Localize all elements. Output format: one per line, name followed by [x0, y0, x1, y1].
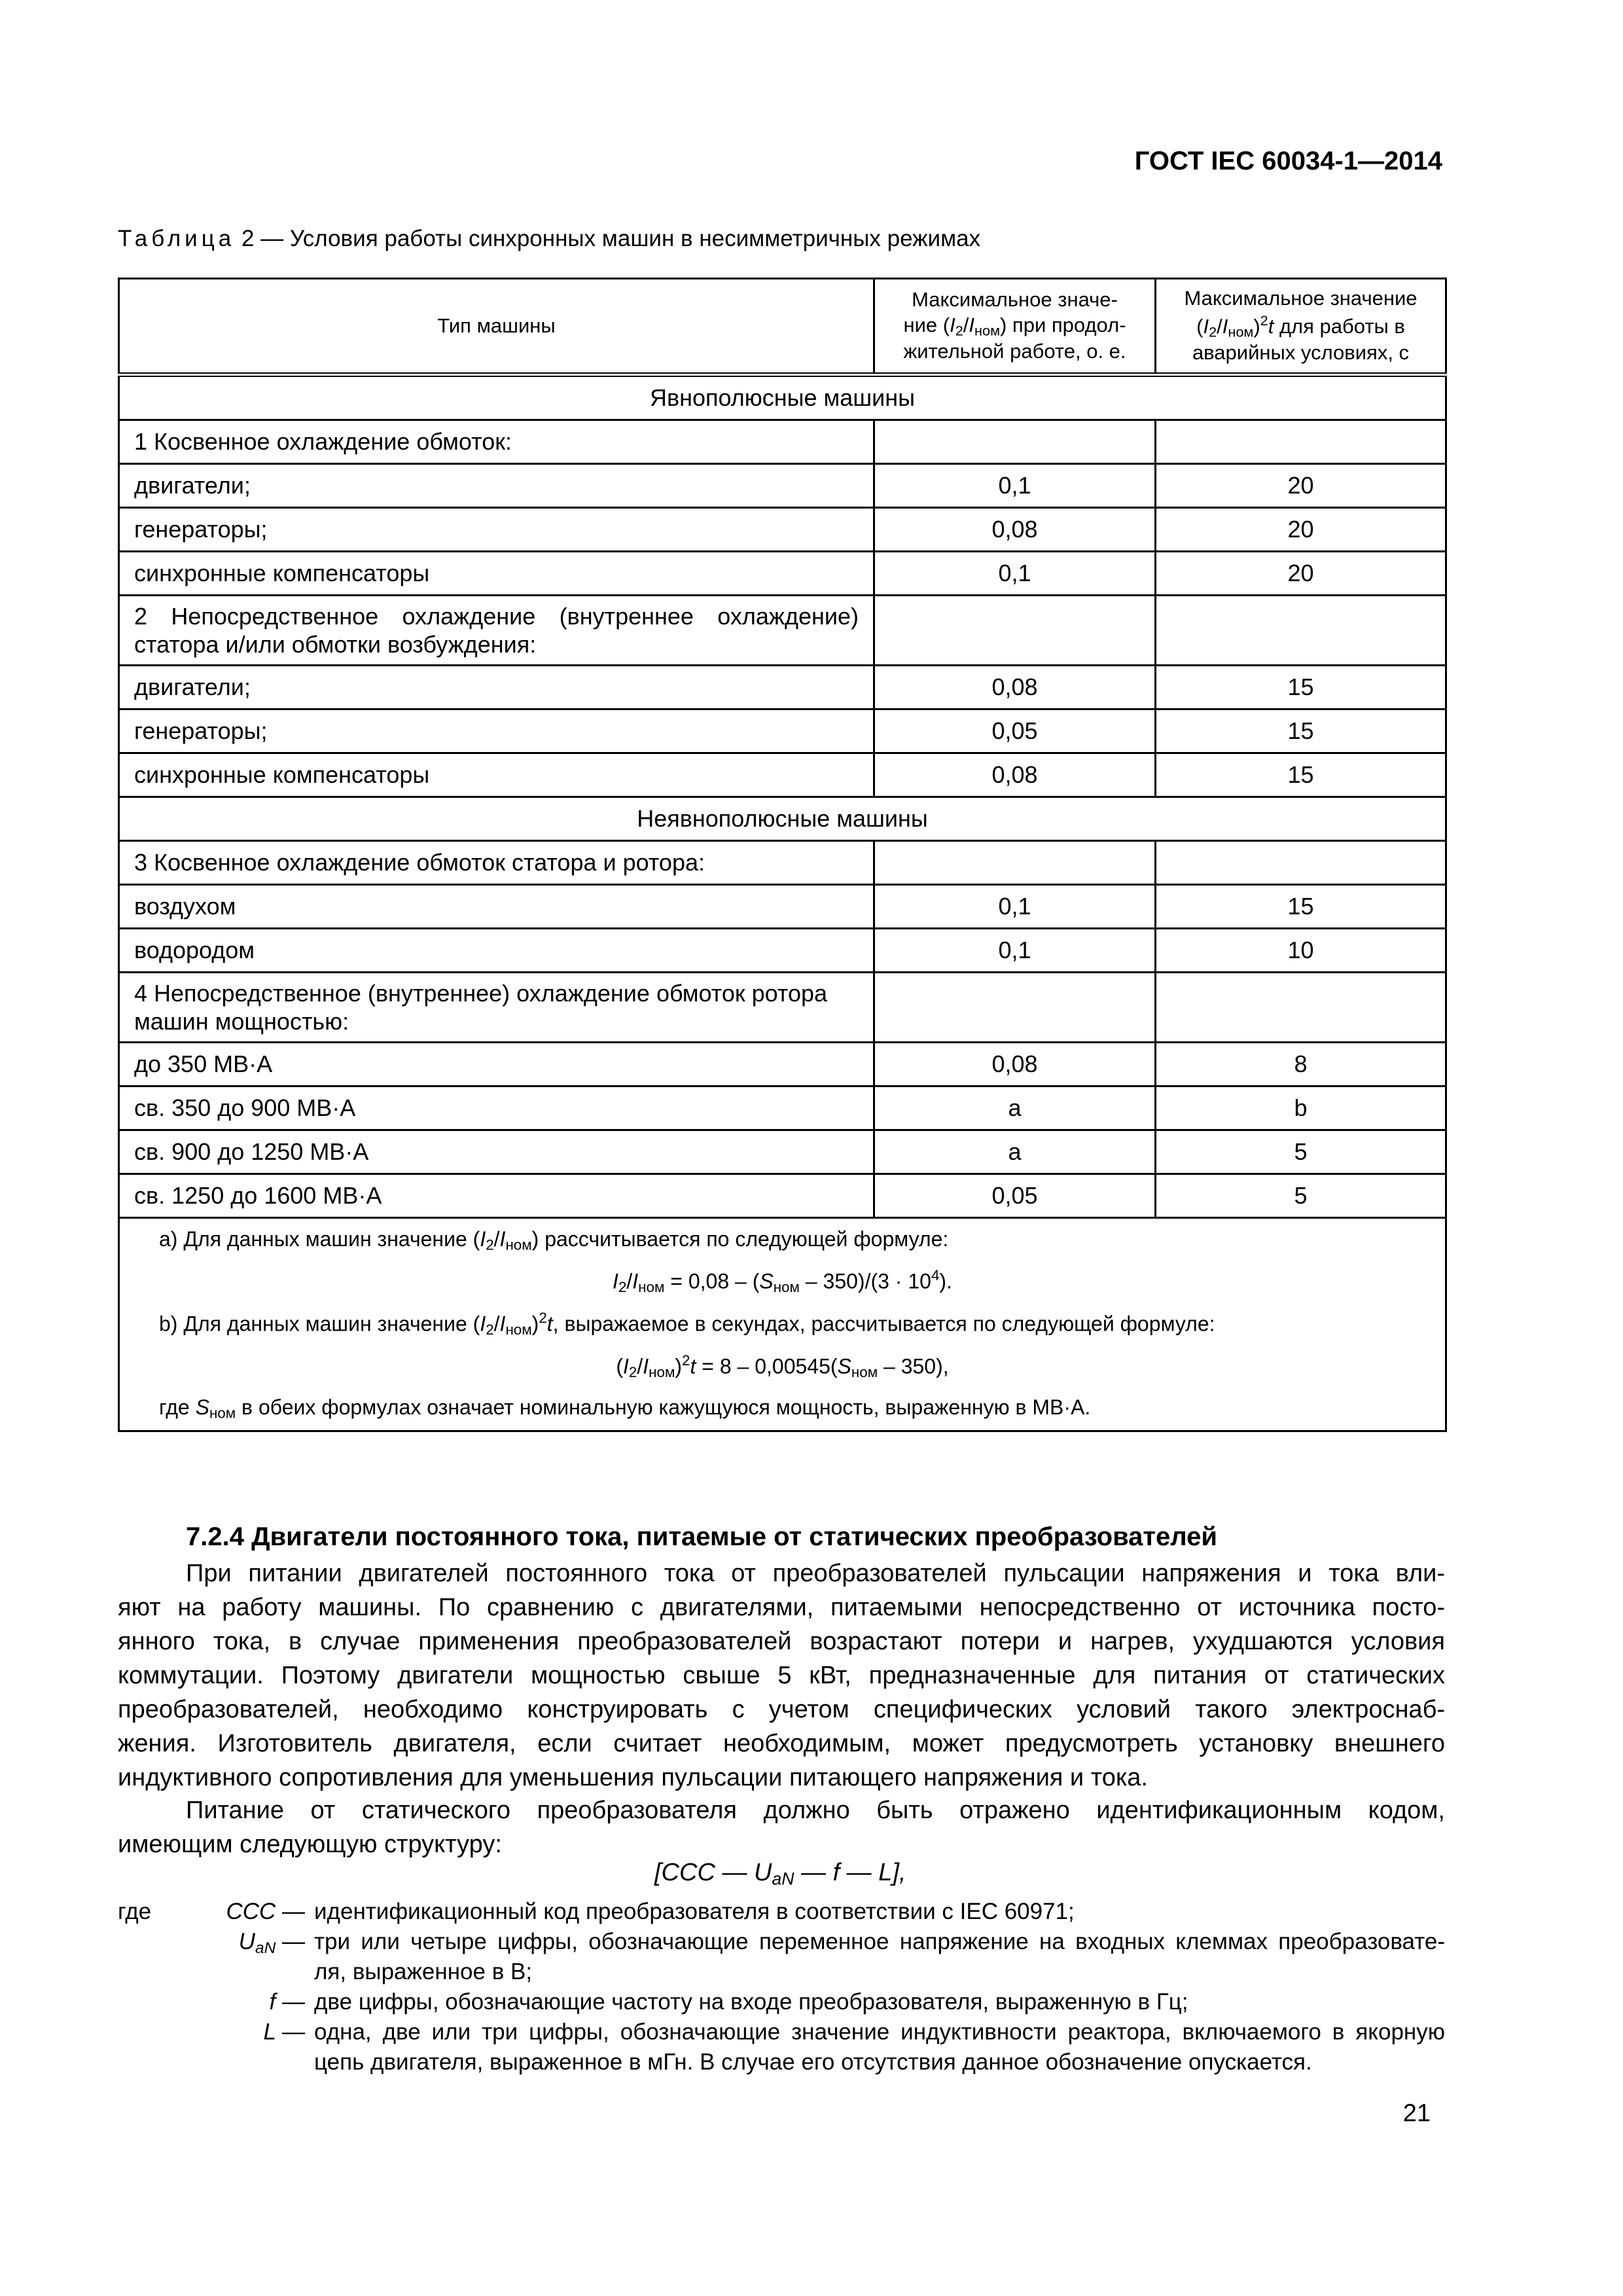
paragraph-2: Питание от статического преобразователя должно быть отражено идентификационным кодом, имеющим следующую структуру: — [118, 1797, 1445, 1858]
definition-uan: $U_{aN}$ — три или четыре цифры, обозначающие переменное напряжение на входных клеммах преобразовате- ля, выраженное в В; — [238, 1929, 1445, 1984]
row-label: 1 Косвенное охлаждение обмоток: — [119, 420, 874, 464]
table-row: синхронные компенсаторы 0,08 15 — [119, 753, 1446, 797]
formula-b: $(I_2/I_{ном})^2t = 8 - 0,00545(S_{ном} - 350)$, — [616, 1352, 949, 1380]
table-row: генераторы; 0,08 20 — [119, 508, 1446, 552]
table-row: св. 900 до 1250 МВ·А a 5 — [119, 1130, 1446, 1174]
id-code-formula: [CCC — $U_{aN}$ — f — L], — [654, 1859, 906, 1889]
header-machine-type: Тип машины — [119, 279, 874, 375]
definition-ccc: где CCC — идентификационный код преобразователя в соответствии с IEC 60971; — [118, 1899, 1075, 1924]
row-label: 4 Непосредственное (внутреннее) охлаждение обмоток ротора машин мощностью: — [119, 973, 874, 1043]
section-heading: 7.2.4 Двигатели постоянного тока, питаемые от статических преобразователей — [186, 1522, 1217, 1551]
standard-designation: ГОСТ IEC 60034-1—2014 — [1134, 147, 1442, 175]
definitions-list — [118, 1897, 1445, 2077]
header-emergency: Максимальное значение $(I_2/I_{ном})^2t$ для работы в аварийных условиях, с — [1156, 279, 1446, 375]
row-label: 3 Косвенное охлаждение обмоток статора и ротора: — [119, 841, 874, 885]
footnote-a: a) Для данных машин значение $(I_2/I_{ном})$ рассчитывается по следующей формуле: — [159, 1227, 949, 1253]
table-caption-text: 2 — Условия работы синхронных машин в несимметричных режимах — [241, 226, 981, 251]
footnote-s: где $S_{ном}$ в обеих формулах означает номинальную кажущуюся мощность, выраженную в МВ·А. — [159, 1395, 1091, 1422]
section-non-salient-pole: Неявнополюсные машины — [119, 797, 1446, 841]
header-continuous: Максимальное значе- ние $(I_2/I_{ном})$ при продол- жительной работе, о. е. — [874, 279, 1156, 375]
table-row: до 350 МВ·А 0,08 8 — [119, 1043, 1446, 1086]
table-row: св. 1250 до 1600 МВ·А 0,05 5 — [119, 1174, 1446, 1218]
table-row: двигатели; 0,1 20 — [119, 464, 1446, 508]
asymmetric-conditions-table — [118, 278, 1447, 1432]
table-row: генераторы; 0,05 15 — [119, 709, 1446, 753]
table-row: св. 350 до 900 МВ·А a b — [119, 1086, 1446, 1130]
row-label: 2 Непосредственное охлаждение (внутреннее охлаждение) статора и/или обмотки возбуждения: — [119, 596, 874, 666]
page-number: 21 — [1402, 2100, 1431, 2127]
footnote-b: b) Для данных машин значение $(I_2/I_{ном})^2t$, выражаемое в секундах, рассчитывается по следующей формуле: — [159, 1310, 1215, 1338]
table-caption — [118, 226, 980, 252]
table-header-row — [119, 279, 1446, 375]
section-salient-pole: Явнополюсные машины — [119, 375, 1446, 420]
definition-f: f — две цифры, обозначающие частоту на входе преобразователя, выраженную в Гц; — [269, 1989, 1188, 2015]
table-caption-word: Таблица — [118, 226, 236, 251]
table-footnotes — [119, 1218, 1446, 1431]
table-row — [119, 973, 1446, 1043]
table-row: двигатели; 0,08 15 — [119, 666, 1446, 709]
table-row — [119, 596, 1446, 666]
formula-a: $I_2/I_{ном} = 0,08 - (S_{ном} - 350)/(3 \cdot 10^4)$. — [613, 1267, 952, 1296]
table-row: воздухом 0,1 15 — [119, 885, 1446, 929]
table-row: водородом 0,1 10 — [119, 929, 1446, 973]
table-row: синхронные компенсаторы 0,1 20 — [119, 552, 1446, 596]
definition-l: L — одна, две или три цифры, обозначающие значение индуктивности реактора, включаемого в якорную цепь двигателя, выраженное в мГн. В случае его отсутствия данное обозначение опускается. — [263, 2019, 1445, 2075]
paragraph-1: При питании двигателей постоянного тока от преобразователей пульсации напряжения и тока вли- яют на работу машины. По сравнению с двигателями, питаемыми непосредственно от источника посто- янного тока, в случае применения преобразователей возрастают потери и нагрев, ухудшаются условия коммутации. Поэтому двигатели мощностью свыше 5 кВт, предназначенные для питания от статических преобразователей, необходимо конструировать с учетом специфических условий такого электроснаб- жения. Изготовитель двигателя, если считает необходимым, может предусмотреть установку внешнего индуктивного сопротивления для уменьшения пульсации питающего напряжения и тока. — [118, 1560, 1445, 1791]
